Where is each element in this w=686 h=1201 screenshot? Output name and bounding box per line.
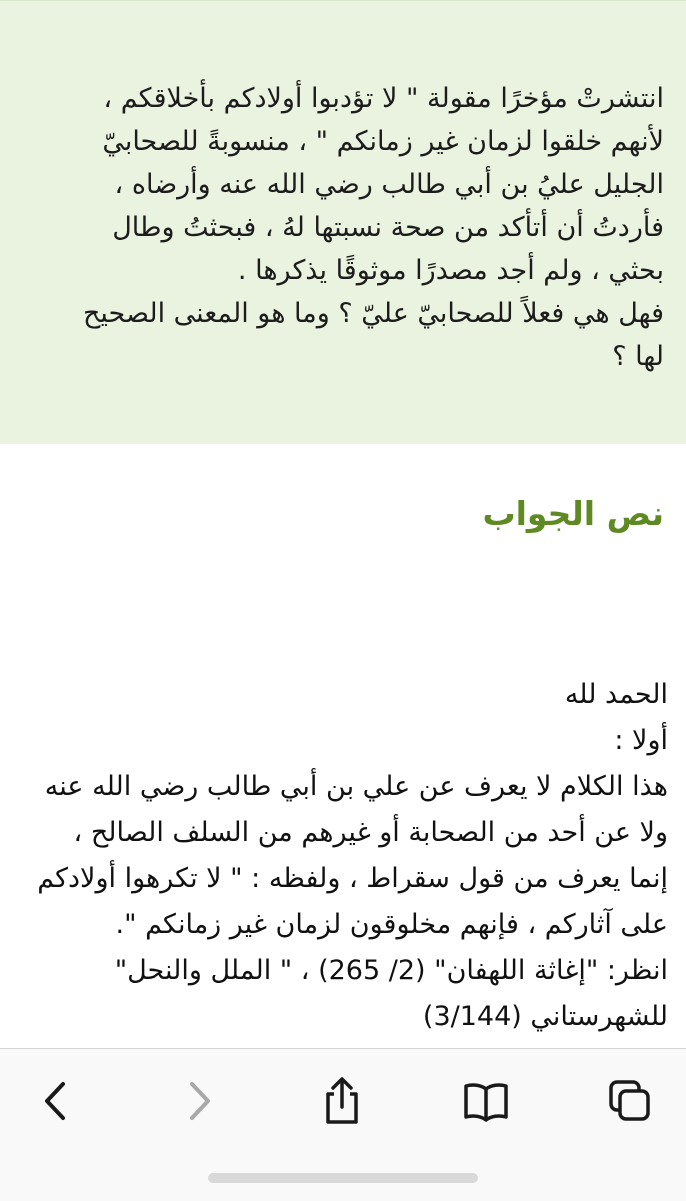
question-line: فأردتُ أن أتأكد من صحة نسبتها لهُ ، فبحثتُ وطال — [112, 212, 664, 243]
question-line: لأنهم خلقوا لزمان غير زمانكم " ، منسوبةً للصحابيّ — [102, 126, 664, 157]
answer-line: هذا الكلام لا يعرف عن علي بن أبي طالب رضي الله عنه — [44, 771, 668, 802]
answer-line: إنما يعرف من قول سقراط ، ولفظه : " لا تكرهوا أولادكم — [37, 863, 668, 894]
forward-button[interactable] — [164, 1071, 234, 1131]
question-line: بحثي ، ولم أجد مصدرًا موثوقًا يذكرها . — [237, 255, 664, 286]
bookmarks-button[interactable] — [451, 1071, 521, 1131]
browser-toolbar — [0, 1048, 686, 1201]
question-box — [0, 0, 686, 444]
question-line: فهل هي فعلاً للصحابيّ عليّ ؟ وما هو المعنى الصحيح — [82, 298, 664, 329]
answer-line: على آثاركم ، فإنهم مخلوقون لزمان غير زمانكم ". — [115, 909, 668, 940]
share-button[interactable] — [307, 1071, 377, 1131]
question-text — [30, 77, 664, 378]
share-icon — [320, 1076, 364, 1126]
tabs-icon — [607, 1078, 653, 1124]
answer-line: أولا : — [614, 725, 668, 756]
tabs-button[interactable] — [595, 1071, 665, 1131]
answer-body — [14, 672, 668, 1050]
answer-line: الحمد لله — [564, 679, 668, 710]
chevron-right-icon — [182, 1079, 216, 1123]
chevron-left-icon — [39, 1079, 73, 1123]
question-line: انتشرتْ مؤخرًا مقولة " لا تؤدبوا أولادكم بأخلاقكم ، — [103, 83, 664, 114]
answer-line: انظر: "إغاثة اللهفان" (2/ 265) ، " الملل والنحل" — [114, 955, 668, 986]
answer-line: ولا عن أحد من الصحابة أو غيرهم من السلف الصالح ، — [73, 817, 668, 848]
home-indicator — [208, 1173, 478, 1183]
answer-heading: نص الجواب — [482, 494, 664, 533]
question-line: الجليل عليُ بن أبي طالب رضي الله عنه وأرضاه ، — [114, 169, 664, 200]
answer-line: للشهرستاني (3/144) — [422, 1001, 668, 1032]
bookmarks-icon — [462, 1080, 510, 1122]
question-line: لها ؟ — [612, 341, 664, 372]
back-button[interactable] — [21, 1071, 91, 1131]
